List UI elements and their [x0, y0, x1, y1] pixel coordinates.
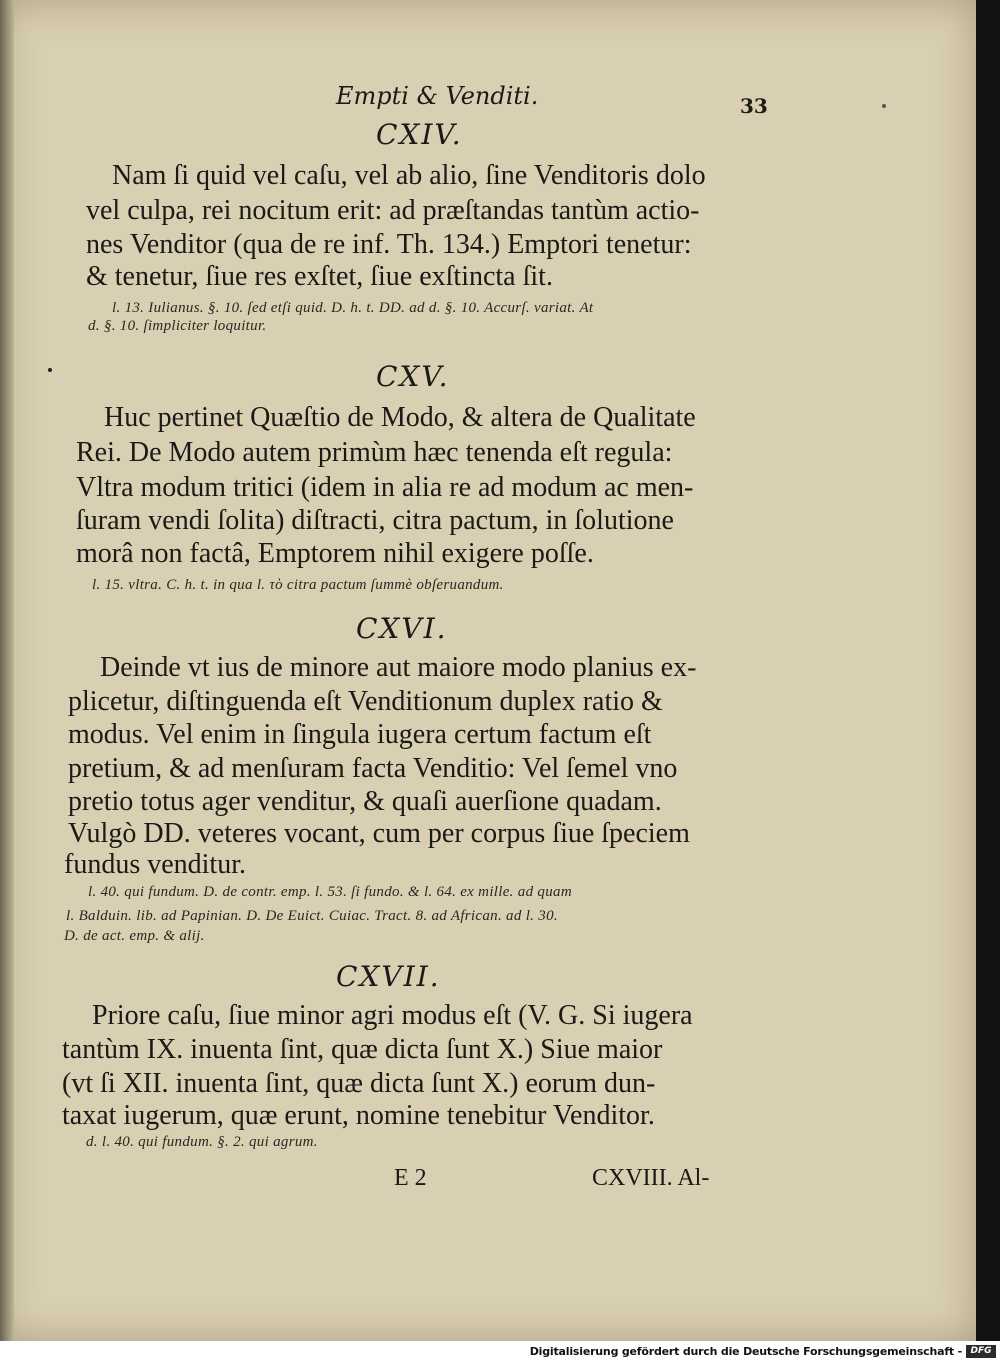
text-line: modus. Vel enim in ſingula iugera certum factum eſt: [68, 719, 652, 750]
text-line: vel culpa, rei nocitum erit: ad præſtandas tantùm actio-: [86, 195, 700, 226]
text-line: Vulgò DD. veteres vocant, cum per corpus ſiue ſpeciem: [68, 818, 690, 849]
dfg-logo-icon: DFG: [966, 1345, 996, 1358]
note-line: l. 15. vltra. C. h. t. in qua l. τὸ citra pactum ſummè obſeruandum.: [92, 577, 504, 593]
page-spine-shadow: [0, 0, 14, 1341]
text-line: Huc pertinet Quæſtio de Modo, & altera de Qualitate: [104, 402, 696, 433]
section-heading: CXVI.: [356, 612, 448, 645]
running-head: Empti & Venditi.: [336, 82, 539, 110]
text-line: Priore caſu, ſiue minor agri modus eſt (V. G. Si iugera: [92, 1000, 693, 1031]
text-line: Rei. De Modo autem primùm hæc tenenda eſt regula:: [76, 437, 673, 468]
text-line: Nam ſi quid vel caſu, vel ab alio, ſine Venditoris dolo: [112, 160, 706, 191]
text-line: taxat iugerum, quæ erunt, nomine tenebitur Venditor.: [62, 1100, 655, 1131]
text-line: Vltra modum tritici (idem in alia re ad modum ac men-: [76, 472, 694, 503]
section-heading: CXV.: [376, 360, 450, 393]
text-line: Deinde vt ius de minore aut maiore modo planius ex-: [100, 652, 697, 683]
note-line: D. de act. emp. & alij.: [64, 928, 205, 944]
ink-speck: [882, 104, 886, 108]
text-line: (vt ſi XII. inuenta ſint, quæ dicta ſunt X.) eorum dun-: [62, 1068, 656, 1099]
text-line: pretium, & ad menſuram facta Venditio: Vel ſemel vno: [68, 753, 678, 784]
text-line: tantùm IX. inuenta ſint, quæ dicta ſunt X.) Siue maior: [62, 1034, 663, 1065]
note-line: d. §. 10. ſimpliciter loquitur.: [88, 318, 267, 334]
page-number: 33: [740, 94, 768, 118]
note-line: l. Balduin. lib. ad Papinian. D. De Euict. Cuiac. Tract. 8. ad African. ad l. 30.: [66, 908, 558, 924]
note-line: l. 13. Iulianus. §. 10. ſed etſi quid. D. h. t. DD. ad d. §. 10. Accurſ. variat. At: [112, 300, 594, 316]
text-line: morâ non factâ, Emptorem nihil exigere poſſe.: [76, 538, 594, 569]
catchword: CXVIII. Al-: [592, 1165, 710, 1191]
section-heading: CXVII.: [336, 960, 441, 993]
note-line: l. 40. qui fundum. D. de contr. emp. l. 53. ſi fundo. & l. 64. ex mille. ad quam: [88, 884, 572, 900]
scan-edge: [976, 0, 1000, 1341]
text-line: & tenetur, ſiue res exſtet, ſiue exſtincta ſit.: [86, 261, 553, 292]
text-line: fundus venditur.: [64, 849, 246, 880]
text-line: pretio totus ager venditur, & quaſi auerſione quadam.: [68, 786, 662, 817]
signature-mark: E 2: [394, 1165, 427, 1191]
text-line: ſuram vendi ſolita) diſtracti, citra pactum, in ſolutione: [76, 505, 674, 536]
text-line: plicetur, diſtinguenda eſt Venditionum duplex ratio &: [68, 686, 663, 717]
digitization-footer: [0, 1341, 1000, 1361]
section-heading: CXIV.: [376, 118, 463, 151]
ink-speck: [48, 368, 52, 372]
funding-credit: Digitalisierung gefördert durch die Deutsche Forschungsgemeinschaft -: [529, 1345, 962, 1358]
note-line: d. l. 40. qui fundum. §. 2. qui agrum.: [86, 1134, 318, 1150]
text-line: nes Venditor (qua de re inf. Th. 134.) Emptori tenetur:: [86, 229, 692, 260]
